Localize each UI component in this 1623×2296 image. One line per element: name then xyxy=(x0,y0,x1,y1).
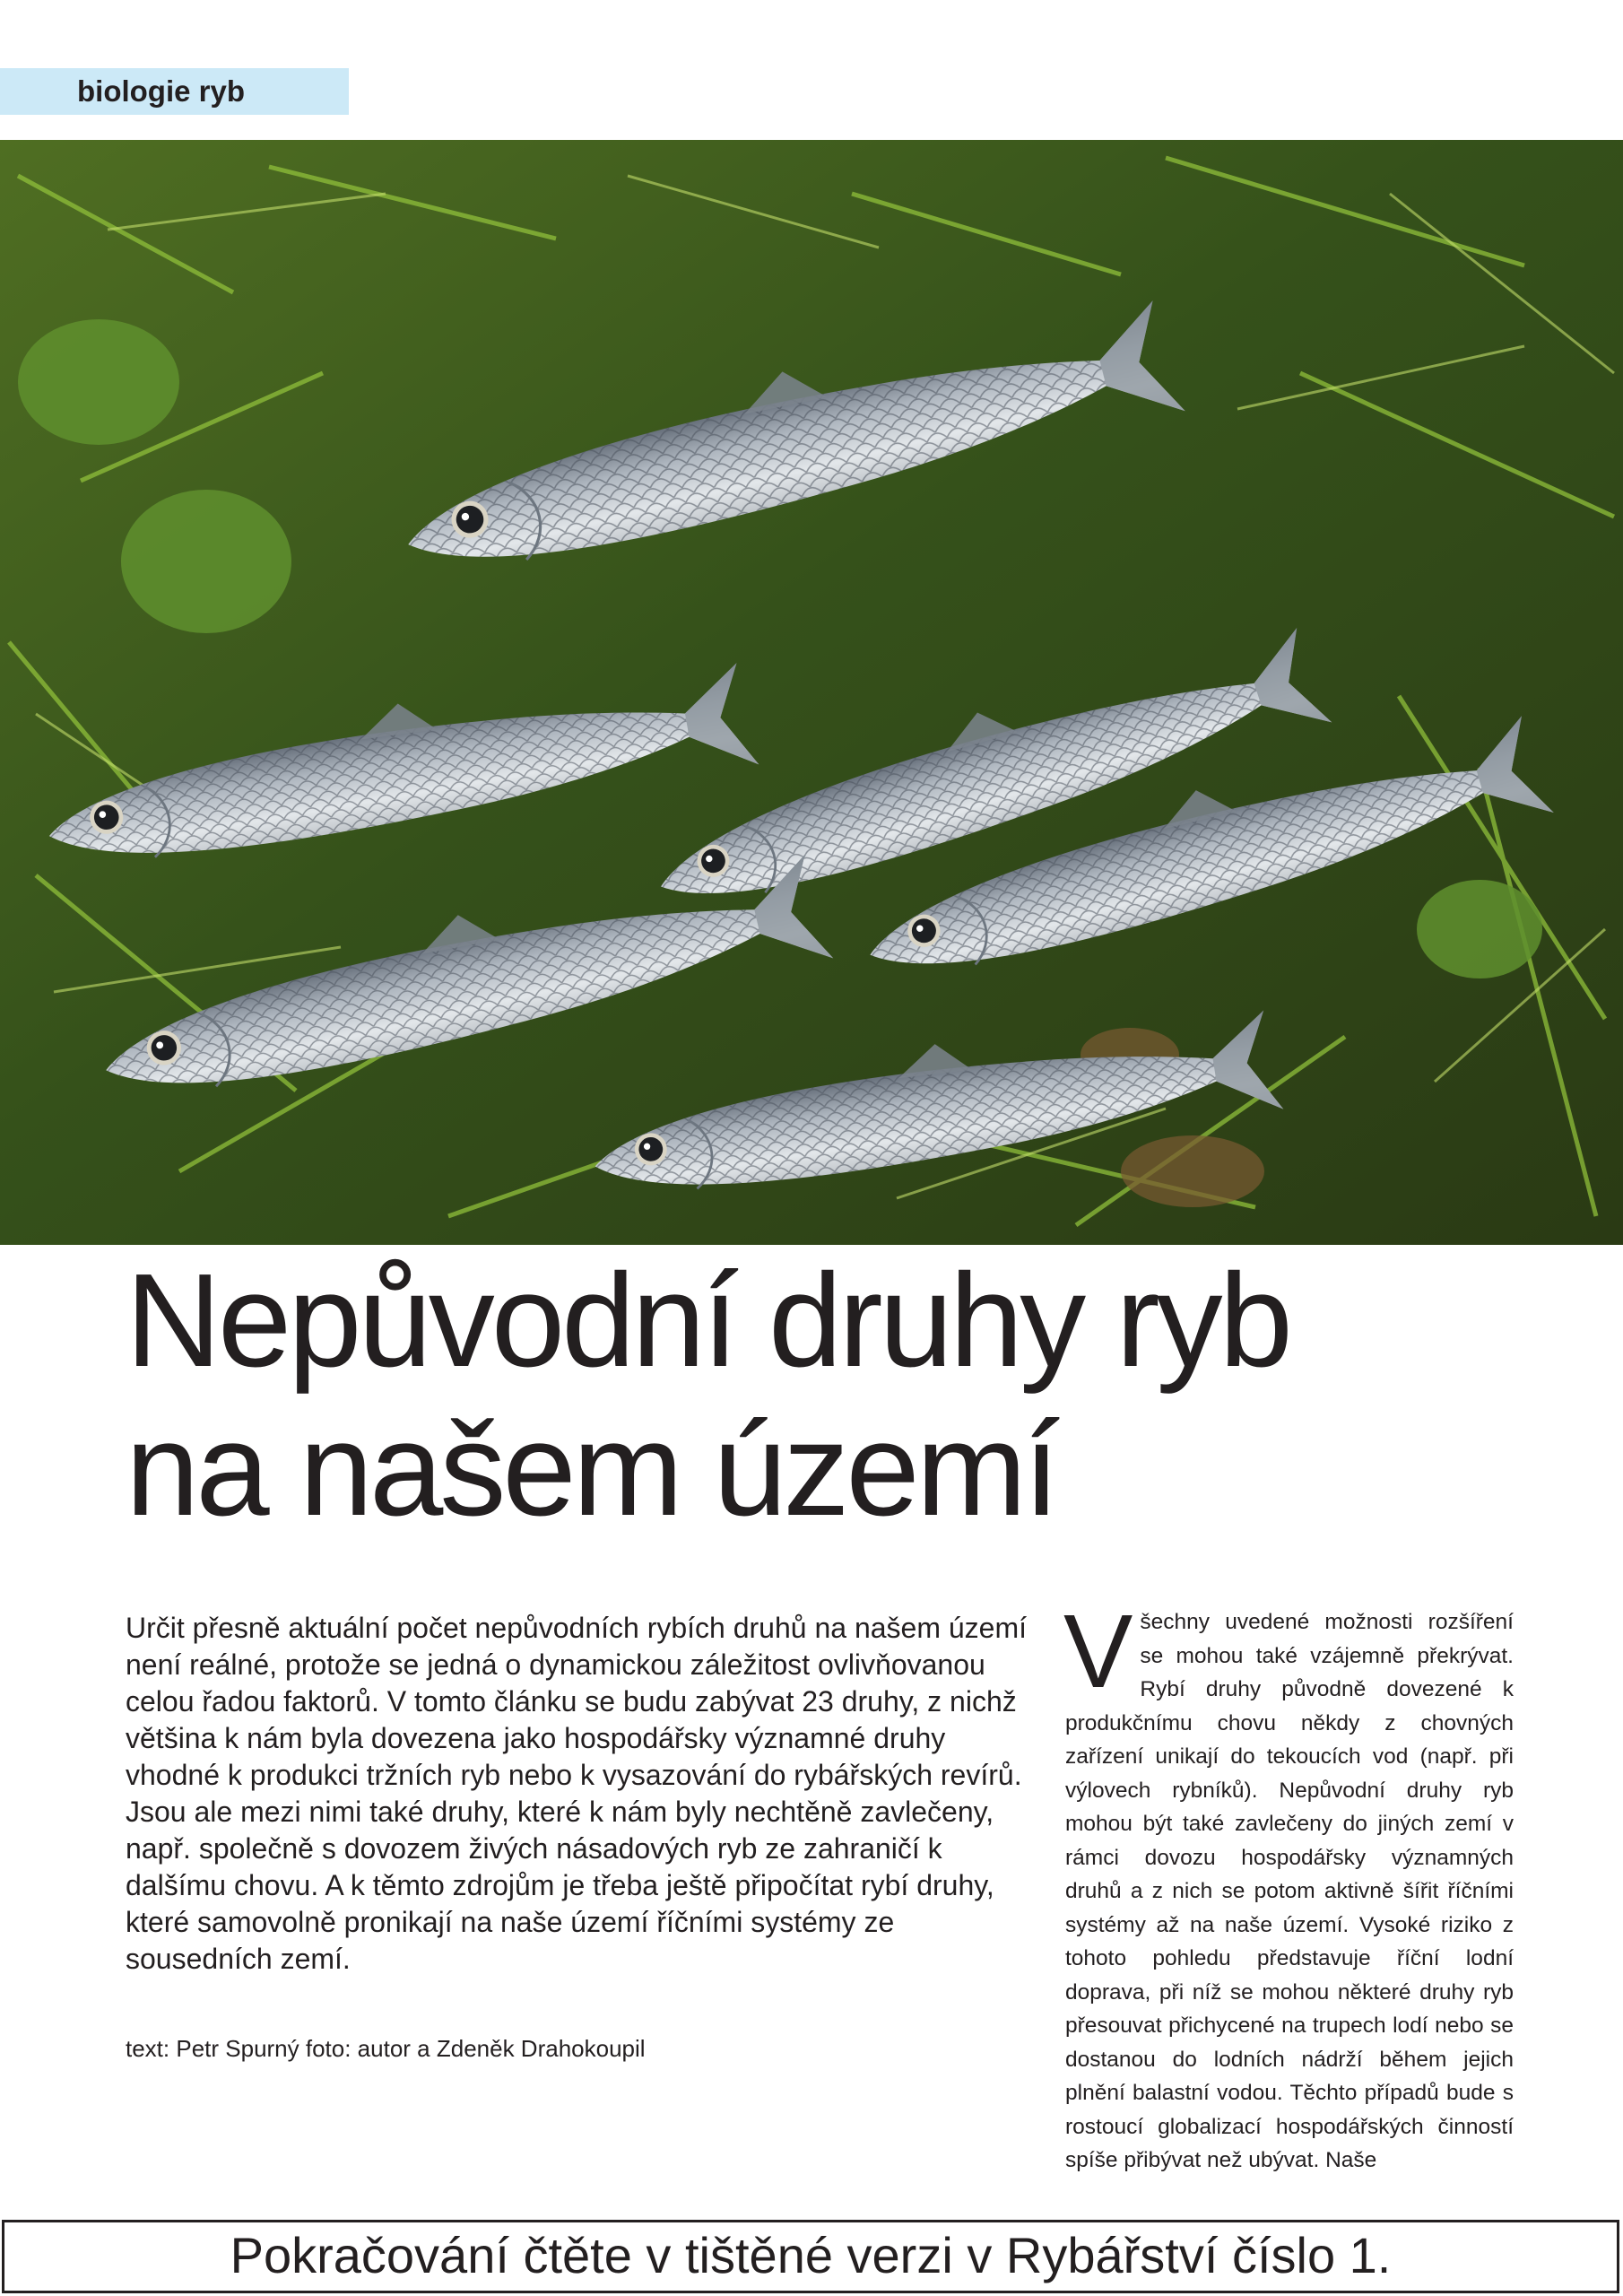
body-column-text: šechny uvedené možnosti rozšíření se mohou také vzájemně překrývat. Rybí druhy původně dovezené k produkčnímu chovu někdy z chovných zařízení unikají do tekoucích vod (např. při výlovech rybníků). Nepůvodní druhy ryb mohou být také zavlečeny do jiných zemí v rámci dovozu hospodářsky významných druhů a z nich se potom aktivně šířit říčními systémy až na naše území. Vysoké riziko z tohoto pohledu představuje říční lodní doprava, při níž se mohou některé druhy ryb přesouvat přichycené na trupech lodí nebo se dostanou do lodních nádrží během jejich plnění balastní vodou. Těchto případů bude s rostoucí globalizací hospodářských činností spíše přibývat než ubývat. Naše xyxy=(1065,1610,1514,2172)
drop-cap: V xyxy=(1063,1593,1133,1709)
author-credits: text: Petr Spurný foto: autor a Zdeněk Drahokoupil xyxy=(126,2035,646,2062)
fish-photo-illustration xyxy=(0,140,1623,1245)
body-column xyxy=(1063,1593,1514,2178)
fish-photo xyxy=(0,140,1623,1245)
headline-line-2: na našem území xyxy=(126,1396,1057,1544)
continuation-note: Pokračování čtěte v tištěné verzi v Rybářství číslo 1. xyxy=(2,2220,1619,2293)
lead-paragraph: Určit přesně aktuální počet nepůvodních rybích druhů na našem území není reálné, protože se jedná o dynamickou záležitost ovlivňovanou celou řadou faktorů. V tomto článku se budu zabývat 23 druhy, z nichž většina k nám byla dovezena jako hospodářsky významné druhy vhodné k produkci tržních ryb nebo k vysazování do rybářských revírů. Jsou ale mezi nimi také druhy, které k nám byly nechtěně zavlečeny, např. společně s dovozem živých násadových ryb ze zahraničí k dalšímu chovu. A k těmto zdrojům je třeba ještě připočítat rybí druhy, které samovolně pronikají na naše území říčními systémy ze sousedních zemí. xyxy=(126,1612,1028,1975)
section-tag: biologie ryb xyxy=(0,68,349,115)
headline-line-1: Nepůvodní druhy ryb xyxy=(126,1247,1289,1395)
headline xyxy=(126,1247,1560,1544)
